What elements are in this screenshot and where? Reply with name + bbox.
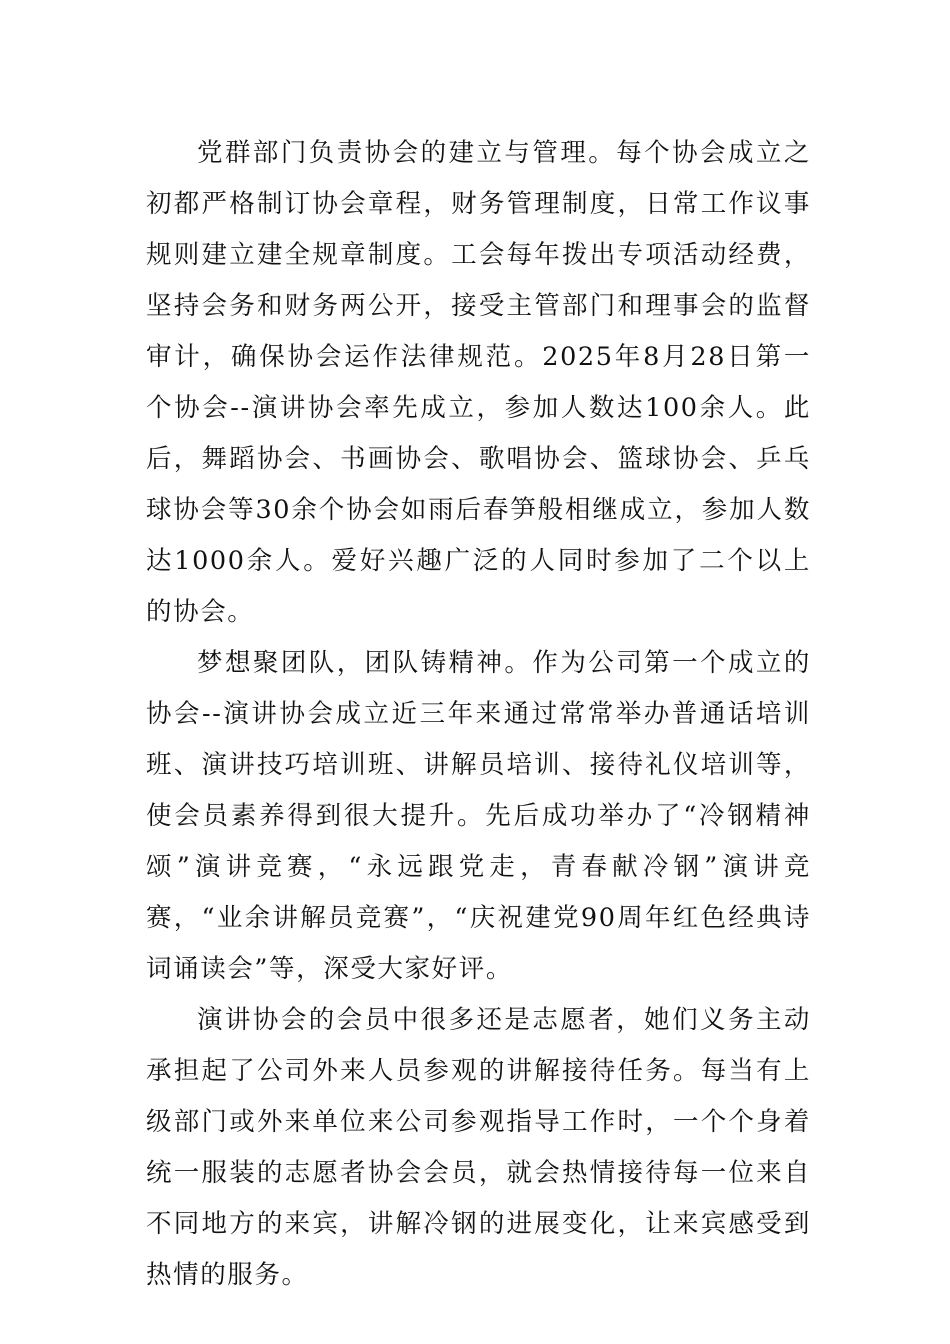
paragraph-speech-association: 梦想聚团队，团队铸精神。作为公司第一个成立的协会--演讲协会成立近三年来通过常常举办普通话培训班、演讲技巧培训班、讲解员培训、接待礼仪培训等，使会员素养得到很大提升。先后成功举办了“冷钢精神颂”演讲竞赛，“永远跟党走，青春献冷钢”演讲竞赛，“业余讲解员竞赛”，“庆祝建党90周年红色经典诗词诵读会”等，深受大家好评。 bbox=[146, 648, 811, 984]
paragraph-association-management: 党群部门负责协会的建立与管理。每个协会成立之初都严格制订协会章程，财务管理制度，日常工作议事规则建立建全规章制度。工会每年拨出专项活动经费，坚持会务和财务两公开，接受主管部门和理事会的监督审计，确保协会运作法律规范。2025年8月28日第一个协会--演讲协会率先成立，参加人数达100余人。此后，舞蹈协会、书画协会、歌唱协会、篮球协会、乒乓球协会等30余个协会如雨后春笋般相继成立，参加人数达1000余人。爱好兴趣广泛的人同时参加了二个以上的协会。 bbox=[146, 138, 811, 627]
document-body bbox=[146, 128, 811, 1301]
paragraph-volunteers: 演讲协会的会员中很多还是志愿者，她们义务主动承担起了公司外来人员参观的讲解接待任务。每当有上级部门或外来单位来公司参观指导工作时，一个个身着统一服装的志愿者协会会员，就会热情接待每一位来自不同地方的来宾，讲解冷钢的进展变化，让来宾感受到热情的服务。 bbox=[146, 1005, 811, 1290]
